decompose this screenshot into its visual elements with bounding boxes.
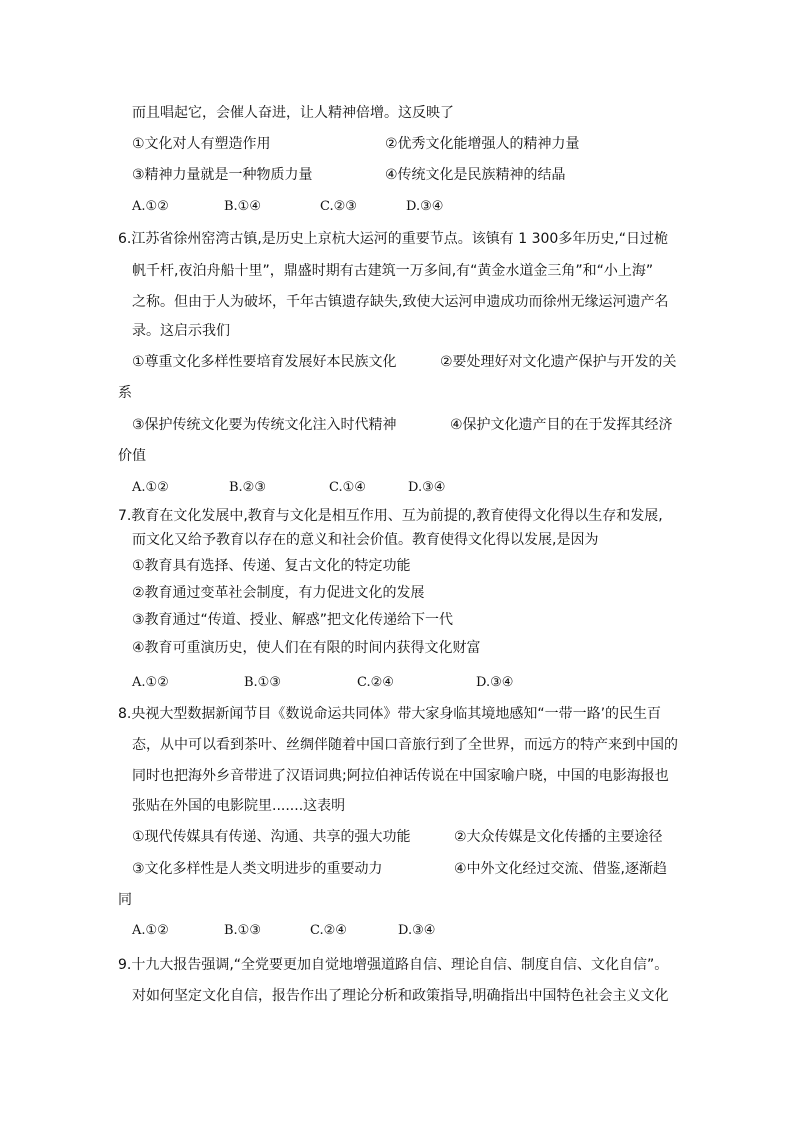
q5-answer-choices [132,198,532,216]
q6-choice-b: B.②③ [229,480,266,495]
q6-choice-d: D.③④ [408,480,446,495]
q6-option-row-2 [132,416,692,434]
q8-option-4: ④中外文化经过交流、借鉴,逐渐趋 [454,861,668,877]
q7-choice-a: A.①② [132,675,169,690]
q6-stem-line-1: 6.江苏省徐州窑湾古镇,是历史上京杭大运河的重要节点。该镇有 1 300多年历史,“日过桅 [118,231,669,247]
q8-stem-line-3: 同时也把海外乡音带进了汉语词典;阿拉伯神话传说在中国家喻户晓，中国的电影海报也 [132,768,669,784]
q7-choice-c: C.②④ [357,675,394,690]
q8-option-row-1 [132,828,692,846]
q8-option-3: ③文化多样性是人类文明进步的重要动力 [132,861,383,877]
q6-option-4: ④保护文化遗产目的在于发挥其经济 [450,417,673,433]
q8-choice-b: B.①③ [224,923,261,938]
q8-stem-line-1: 8.央视大型数据新闻节目《数说命运共同体》带大家身临其境地感知“一带一路’的民生百 [118,706,662,722]
q6-option-3: ③保护传统文化要为传统文化注入时代精神 [132,417,397,433]
q8-option-4-wrap: 同 [118,892,132,908]
q6-option-2-wrap: 系 [118,385,132,401]
q8-option-2: ②大众传媒是文化传播的主要途径 [454,829,663,845]
q7-stem-line-1: 7.教育在文化发展中,教育与文化是相互作用、互为前提的,教育使得文化得以生存和发展, [118,508,663,524]
q8-option-row-2 [132,860,692,878]
q8-option-1: ①现代传媒具有传递、沟通、共享的强大功能 [132,829,411,845]
q6-stem-line-4: 录。这启示我们 [132,323,230,339]
q5-option-2: ②优秀文化能增强人的精神力量 [385,136,580,152]
q8-answer-choices [132,922,532,940]
q6-option-1: ①尊重文化多样性要培育发展好本民族文化 [132,354,397,370]
q5-option-3: ③精神力量就是一种物质力量 [132,167,313,183]
q5-choice-d: D.③④ [406,199,444,214]
q7-option-3: ③教育通过“传道、授业、解惑”把文化传递给下一代 [132,612,454,628]
q6-answer-choices [132,479,532,497]
q7-answer-choices [132,674,552,692]
q5-stem-continued: 而且唱起它，会催人奋进，让人精神倍增。这反映了 [132,105,454,121]
q7-option-2: ②教育通过变革社会制度，有力促进文化的发展 [132,585,425,601]
q8-choice-a: A.①② [132,923,169,938]
q8-stem-line-2: 态，从中可以看到茶叶、丝绸伴随着中国口音旅行到了全世界，而远方的特产来到中国的 [132,737,678,753]
q5-choice-b: B.①④ [224,199,261,214]
q9-stem-line-1: 9.十九大报告强调,“全党要更加自觉地增强道路自信、理论自信、制度自信、文化自信”。 [118,957,669,973]
q5-choice-a: A.①② [132,199,169,214]
q8-choice-c: C.②④ [310,923,347,938]
q6-option-4-wrap: 价值 [118,448,146,464]
q7-choice-b: B.①③ [244,675,281,690]
q7-stem-line-2: 而文化又给予教育以存在的意义和社会价值。教育使得文化得以发展,是因为 [132,532,599,548]
q5-choice-c: C.②③ [320,199,357,214]
q6-option-2: ②要处理好对文化遗产保护与开发的关 [440,354,677,370]
q7-option-4: ④教育可重演历史，使人们在有限的时间内获得文化财富 [132,640,481,656]
q5-option-row-1 [132,135,692,153]
q8-stem-line-4: 张贴在外国的电影院里.......这表明 [132,798,346,814]
q6-option-row-1 [132,353,692,371]
q5-option-row-2 [132,166,692,184]
q7-option-1: ①教育具有选择、传递、复古文化的特定功能 [132,558,411,574]
q5-option-1: ①文化对人有塑造作用 [132,136,271,152]
q9-stem-line-2: 对如何坚定文化自信，报告作出了理论分析和政策指导,明确指出中国特色社会主义文化 [132,988,669,1004]
q8-choice-d: D.③④ [398,923,436,938]
q6-stem-line-3: 之称。但由于人为破坏，千年古镇遗存缺失,致使大运河申遗成功而徐州无缘运河遗产名 [132,294,669,310]
q6-stem-line-2: 帆千杆,夜泊舟船十里”，鼎盛时期有古建筑一万多间,有“黄金水道金三角”和“小上海” [132,263,654,279]
q7-choice-d: D.③④ [476,675,514,690]
q6-choice-a: A.①② [132,480,169,495]
q6-choice-c: C.①④ [329,480,366,495]
q5-option-4: ④传统文化是民族精神的结晶 [385,167,566,183]
